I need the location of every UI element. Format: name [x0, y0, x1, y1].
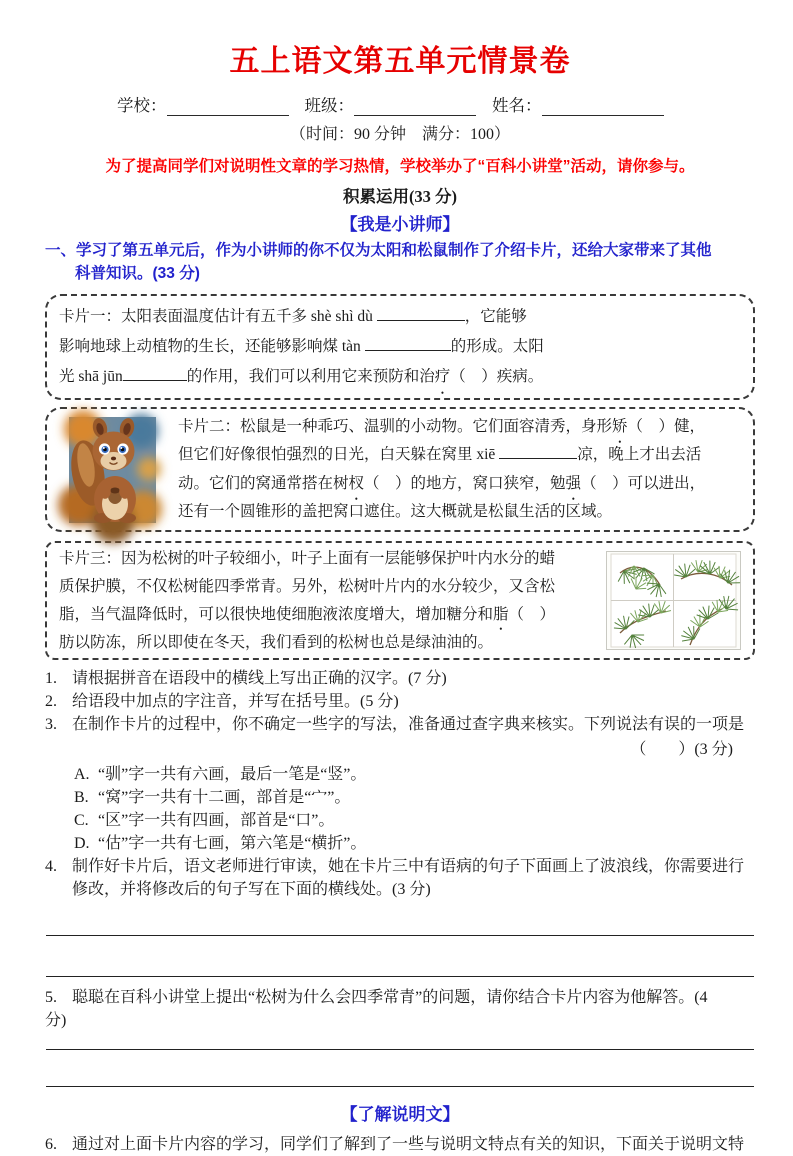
pinyin-fill-blank[interactable] — [123, 365, 187, 381]
school-input-line[interactable] — [167, 99, 289, 116]
class-label: 班级： — [304, 96, 354, 115]
question-1-number: 1. — [45, 670, 57, 687]
question-4 — [45, 855, 755, 878]
answer-line[interactable] — [46, 1050, 754, 1087]
sun-image — [648, 307, 741, 388]
answer-line[interactable] — [46, 901, 754, 936]
card-three — [45, 541, 755, 660]
card-text-line: 影响地球上动植物的生长，还能够影响煤 tàn 的形成。太阳 — [59, 332, 638, 362]
activity-notice: 为了提高同学们对说明性文章的学习热情，学校举办了“百科小讲堂”活动，请你参与。 — [105, 158, 695, 175]
question-2 — [45, 690, 755, 713]
card-text-line: 卡片一：太阳表面温度估计有五千多 shè shì dù ，它能够 — [59, 302, 638, 332]
class-input-line[interactable] — [354, 99, 476, 116]
question-4-number: 4. — [45, 858, 57, 875]
question-5-number: 5. — [45, 989, 57, 1006]
card-text-line: 光 shā jūn 的作用，我们可以利用它来预防和治疗（ ）疾病。 — [59, 362, 638, 392]
pinyin-fill-blank[interactable] — [377, 305, 465, 321]
question-3-answer-slot[interactable]: （ ）(3 分) — [630, 741, 733, 758]
option-c[interactable] — [74, 809, 755, 832]
option-d-text: “估”字一共有七画，第六笔是“横折”。 — [98, 835, 367, 852]
student-info-row — [117, 92, 755, 116]
banner-little-lecturer: 【我是小讲师】 — [340, 215, 460, 234]
class-field — [305, 92, 477, 116]
option-c-text: “区”字一共有四画，部首是“口”。 — [98, 812, 335, 829]
name-label: 姓名： — [492, 96, 542, 115]
card-text-line: 卡片三：因为松树的叶子较细小，叶子上面有一层能够保护叶内水分的蜡 — [59, 549, 556, 567]
stem-line-2: 科普知识。(33 分) — [75, 265, 200, 282]
option-b-text: “窝”字一共有十二画，部首是“宀”。 — [98, 789, 351, 806]
card-text-line: 脂，当气温降低时，可以很快地使细胞液浓度增大，增加糖分和脂（ ） — [59, 601, 596, 629]
section-title: 积累运用(33 分) — [342, 187, 458, 206]
question-5-text-line-2: 分) — [45, 1012, 67, 1029]
option-d-letter: D. — [74, 835, 90, 852]
name-input-line[interactable] — [542, 99, 664, 116]
answer-line[interactable] — [46, 936, 754, 977]
page-title: 五上语文第五单元情景卷 — [229, 45, 571, 78]
dotted-emphasis-char: 强 — [565, 474, 582, 492]
question-2-text: 给语段中加点的字注音，并写在括号里。(5 分) — [72, 693, 399, 710]
card-text-line: 但它们好像很怕强烈的日光，白天躲在窝里 xiē 凉，晚上才出去活 — [178, 441, 741, 470]
option-c-letter: C. — [74, 812, 89, 829]
card-one-text — [59, 302, 638, 392]
question-list — [45, 667, 755, 1087]
pine-image — [606, 551, 741, 650]
question-3-text: 在制作卡片的过程中，你不确定一些字的写法，准备通过查字典来核实。下列说法有误的一项是 — [72, 716, 745, 733]
option-b[interactable] — [74, 786, 755, 809]
option-d[interactable] — [74, 832, 755, 855]
question-2-number: 2. — [45, 693, 57, 710]
card-text-line: 质保护膜，不仅松树能四季常青。另外，松树叶片内的水分较少，又含松 — [59, 577, 556, 595]
card-text-line: 肪以防冻，所以即使在冬天，我们看到的松树也总是绿油油的。 — [59, 633, 494, 651]
question-5 — [45, 986, 755, 1009]
banner-know-expository: 【了解说明文】 — [340, 1105, 460, 1124]
dotted-emphasis-char: 疗 — [434, 368, 451, 385]
school-label: 学校： — [117, 96, 167, 115]
school-field — [117, 92, 289, 116]
question-6-text: 通过对上面卡片内容的学习，同学们了解到了一些与说明文特点有关的知识，下面关于说明文特 — [72, 1136, 745, 1153]
card-two — [45, 407, 755, 532]
card-text-line: 还有一个圆锥形的盖把窝口遮住。这大概就是松鼠生活的区域。 — [178, 503, 613, 520]
option-a-letter: A. — [74, 766, 90, 783]
question-3-number: 3. — [45, 716, 57, 733]
question-4-text-line-2: 修改，并将修改后的句子写在下面的横线处。(3 分) — [72, 881, 431, 898]
pinyin-fill-blank[interactable] — [499, 443, 577, 459]
question-6-number: 6. — [45, 1136, 57, 1153]
dotted-emphasis-char: 脂 — [493, 605, 509, 623]
question-4-text-line-1: 制作好卡片后，语文老师进行审读，她在卡片三中有语病的句子下面画上了波浪线，你需要进行 — [72, 858, 745, 875]
question-5-text-line-1: 聪聪在百科小讲堂上提出“松树为什么会四季常青”的问题，请你结合卡片内容为他解答。(4 — [72, 989, 708, 1006]
dotted-emphasis-char: 杈 — [348, 474, 365, 492]
question-one-stem — [45, 239, 755, 285]
card-text-line: 动。它们的窝通常搭在树杈（ ）的地方，窝口狭窄，勉强（ ）可以进出， — [178, 470, 741, 499]
option-a[interactable] — [74, 763, 755, 786]
name-field — [492, 92, 664, 116]
stem-line-1: 一、学习了第五单元后，作为小讲师的你不仅为太阳和松鼠制作了介绍卡片，还给大家带来了其他 — [45, 242, 712, 259]
card-text-line: 卡片二：松鼠是一种乖巧、温驯的小动物。它们面容清秀，身形矫（ ）健， — [178, 413, 741, 442]
question-3 — [45, 713, 755, 736]
option-a-text: “驯”字一共有六画，最后一笔是“竖”。 — [98, 766, 367, 783]
option-b-letter: B. — [74, 789, 89, 806]
squirrel-image — [69, 417, 156, 523]
time-score-line: （时间：90 分钟 满分：100） — [289, 126, 510, 143]
question-1 — [45, 667, 755, 690]
card-three-text — [59, 545, 596, 657]
question-1-text: 请根据拼音在语段中的横线上写出正确的汉字。(7 分) — [72, 670, 447, 687]
card-one — [45, 294, 755, 400]
answer-line[interactable] — [46, 1032, 754, 1050]
question-6 — [45, 1133, 755, 1156]
card-two-text — [178, 413, 741, 527]
dotted-emphasis-char: 矫 — [612, 417, 628, 435]
pinyin-fill-blank[interactable] — [365, 335, 451, 351]
question-3-options — [74, 763, 755, 855]
